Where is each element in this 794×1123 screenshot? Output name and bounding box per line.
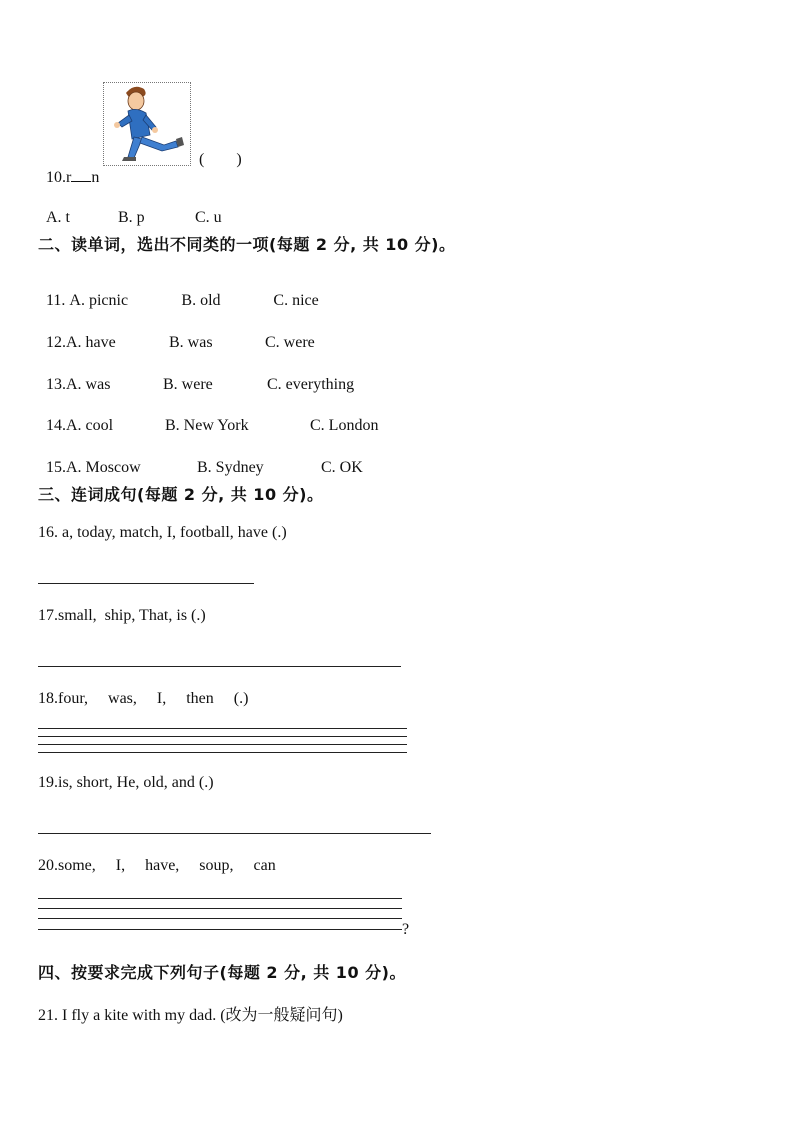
question-15 — [38, 441, 363, 477]
question-17: 17.small, ship, That, is (.) — [38, 607, 206, 624]
option-b[interactable]: B. old — [181, 292, 221, 309]
question-number: 12. — [46, 334, 66, 351]
question-11 — [38, 274, 319, 310]
section-4-heading: 四、按要求完成下列句子(每题 2 分, 共 10 分)。 — [38, 963, 406, 982]
answer-line[interactable] — [38, 736, 407, 737]
question-21: 21. I fly a kite with my dad. (改为一般疑问句) — [38, 1007, 343, 1024]
section-2-heading: 二、读单词，选出不同类的一项(每题 2 分, 共 10 分)。 — [38, 235, 456, 254]
running-boy-picture — [103, 82, 191, 166]
option-b[interactable]: B. were — [163, 376, 213, 393]
question-14 — [38, 399, 378, 435]
question-number: 13. — [46, 376, 66, 393]
option-a[interactable]: A. was — [66, 376, 111, 393]
answer-line[interactable] — [38, 929, 402, 930]
option-b[interactable]: B. p — [118, 209, 145, 226]
question-number: 15. — [46, 459, 66, 476]
question-20: 20.some, I, have, soup, can — [38, 857, 276, 874]
answer-parentheses[interactable]: ( ) — [199, 151, 242, 168]
question-mark: ? — [402, 921, 410, 938]
option-c[interactable]: C. nice — [273, 292, 319, 309]
option-c[interactable]: C. u — [195, 209, 222, 226]
answer-line[interactable] — [38, 918, 402, 919]
option-a[interactable]: A. picnic — [69, 292, 129, 309]
question-16: 16. a, today, match, I, football, have (.) — [38, 524, 287, 541]
option-b[interactable]: B. was — [169, 334, 213, 351]
answer-line[interactable] — [38, 666, 401, 667]
question-number: 14. — [46, 417, 66, 434]
option-a[interactable]: A. have — [66, 334, 116, 351]
answer-line[interactable] — [38, 744, 407, 745]
running-boy-icon — [104, 83, 190, 165]
option-c[interactable]: C. OK — [321, 459, 363, 476]
answer-line[interactable] — [38, 898, 402, 899]
option-a[interactable]: A. t — [46, 209, 70, 226]
section-3-heading: 三、连词成句(每题 2 分, 共 10 分)。 — [38, 485, 324, 504]
option-c[interactable]: C. were — [265, 334, 315, 351]
question-13 — [38, 358, 354, 394]
answer-line[interactable] — [38, 583, 254, 584]
question-18: 18.four, was, I, then (.) — [38, 690, 249, 707]
answer-line[interactable] — [38, 908, 402, 909]
option-a[interactable]: A. Moscow — [66, 459, 141, 476]
answer-line[interactable] — [38, 728, 407, 729]
question-10-prefix: 10.r — [46, 169, 72, 186]
option-a[interactable]: A. cool — [66, 417, 114, 434]
option-c[interactable]: C. London — [310, 417, 379, 434]
option-b[interactable]: B. New York — [165, 417, 249, 434]
question-19: 19.is, short, He, old, and (.) — [38, 774, 214, 791]
question-number: 11. — [46, 292, 70, 309]
option-c[interactable]: C. everything — [267, 376, 355, 393]
question-10 — [38, 151, 99, 187]
option-b[interactable]: B. Sydney — [197, 459, 264, 476]
question-10-letter: n — [91, 169, 100, 186]
question-12 — [38, 316, 315, 352]
answer-blank[interactable] — [71, 169, 91, 182]
answer-line[interactable] — [38, 833, 431, 834]
question-10-options — [38, 191, 222, 227]
answer-line[interactable] — [38, 752, 407, 753]
